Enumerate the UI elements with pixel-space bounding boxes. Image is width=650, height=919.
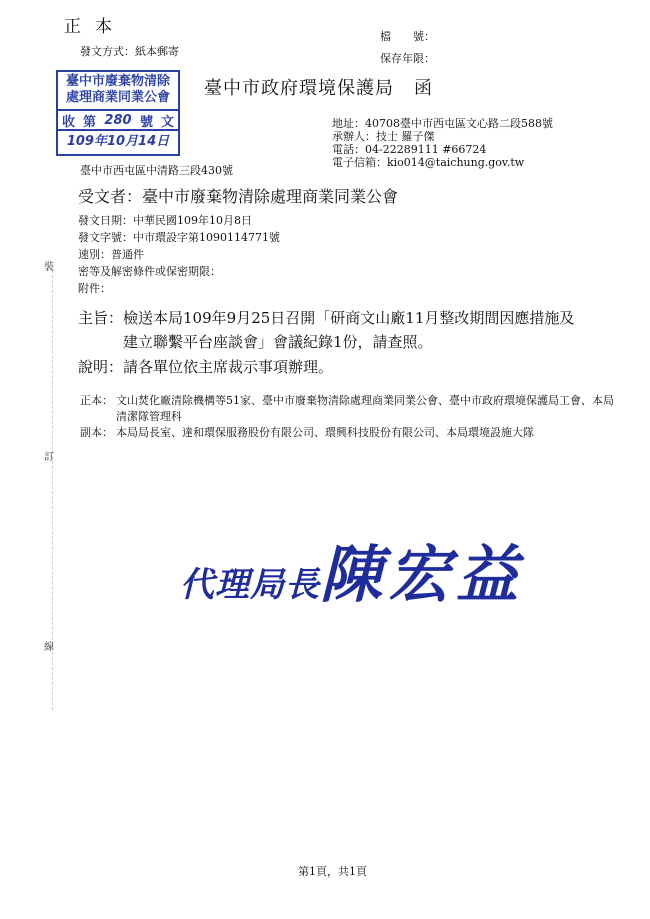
stamp-number: 280 (104, 112, 132, 128)
explanation-text: 請各單位依主席裁示事項辦理。 (123, 358, 334, 376)
binding-mark-ding: 訂 (44, 452, 54, 463)
binding-mark-zhuang: 裝 (44, 262, 54, 273)
subject-section (78, 306, 585, 354)
subject-text: 檢送本局109年9月25日召開「研商文山廠11月整改期間因應措施及建立聯繫平台座談會」會議紀錄1份，請查照。 (123, 309, 575, 351)
stamp-number-prefix: 第 (83, 114, 97, 130)
issue-date: 發文日期：中華民國109年10月8日 (78, 214, 252, 227)
signature-name: 陳宏益 (320, 538, 525, 611)
original-recipients (80, 393, 616, 425)
copy-type: 正本 (64, 17, 126, 37)
recipient-address: 臺中市西屯區中清路三段430號 (80, 164, 233, 177)
page-number: 第1頁，共1頁 (298, 865, 367, 878)
original-value: 文山焚化廠清除機構等51家、臺中市廢棄物清除處理商業同業公會、臺中市政府環境保護局工會、本局清潔隊管理科 (116, 394, 614, 423)
stamp-receipt-row (58, 109, 178, 131)
send-method: 發文方式：紙本郵寄 (80, 45, 179, 58)
original-label: 正本： (80, 394, 113, 407)
security-level: 密等及解密條件或保密期限： (78, 265, 221, 278)
copy-label: 副本： (80, 426, 113, 439)
handler-line: 承辦人：技士 羅子傑 (332, 130, 435, 143)
copy-value: 本局局長室、達和環保服務股份有限公司、環興科技股份有限公司、本局環境設施大隊 (116, 426, 534, 439)
archive-number-label: 檔 號： (380, 30, 435, 43)
email-line: 電子信箱：kio014@taichung.gov.tw (332, 156, 525, 169)
issuing-organization: 臺中市政府環境保護局 (204, 78, 394, 99)
address-label: 地址： (332, 117, 365, 130)
stamp-receive-char: 收 (62, 114, 76, 130)
subject-label: 主旨： (78, 309, 124, 327)
archive-info (380, 26, 435, 70)
explanation-label: 說明： (78, 358, 124, 376)
document-meta (78, 212, 280, 297)
phone-line: 電話：04-22289111 #66724 (332, 143, 487, 156)
signature-title: 代理局長 (180, 565, 320, 605)
stamp-number-suffix: 號 (139, 114, 153, 130)
stamp-org-line2: 處理商業同業公會 (65, 90, 170, 105)
signature-seal (180, 525, 524, 614)
binding-mark-xian: 線 (44, 642, 54, 653)
explanation-section (78, 356, 333, 377)
document-number: 發文字號：中市環設字第1090114771號 (78, 231, 280, 244)
contact-block (332, 117, 605, 169)
delivery-speed: 速別：普通件 (78, 248, 144, 261)
copy-recipients (80, 425, 616, 441)
document-kind: 函 (414, 78, 433, 99)
stamp-date: 109年10月14日 (66, 134, 170, 149)
stamp-org-line1: 臺中市廢棄物清除 (65, 74, 170, 89)
receipt-stamp (56, 70, 180, 156)
distribution-list (80, 393, 616, 441)
stamp-doc-char: 文 (160, 114, 174, 130)
address-line (332, 117, 605, 130)
address-value: 40708臺中市西屯區文心路二段588號 (365, 117, 553, 130)
document-title (204, 74, 433, 100)
recipient-line: 受文者：臺中市廢棄物清除處理商業同業公會 (78, 187, 399, 206)
retention-period-label: 保存年限： (380, 52, 435, 65)
stamp-organization (58, 72, 178, 106)
attachments: 附件： (78, 282, 111, 295)
